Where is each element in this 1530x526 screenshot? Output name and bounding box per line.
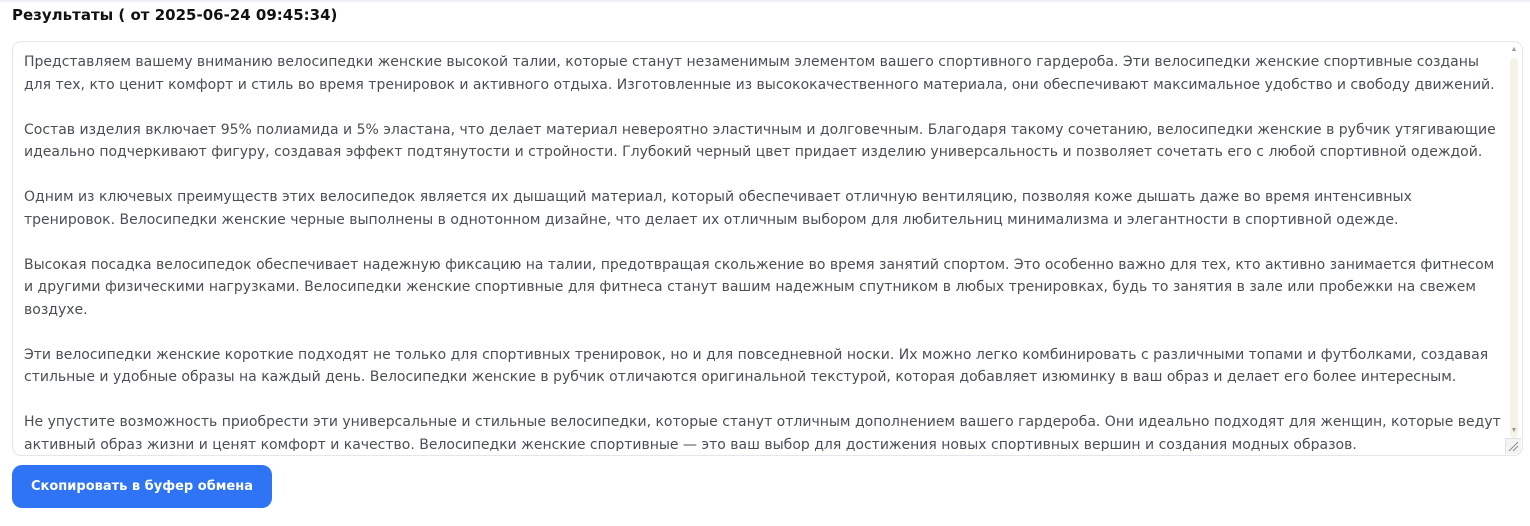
- results-paragraph: Эти велосипедки женские короткие подходят не только для спортивных тренировок, но и для повседневной носки. Их можно легко комбинировать с различными топами и футболками, создавая стильные и удобные образы на каждый день. Велосипедки женские в рубчик отличаются оригинальной текстурой, которая добавляет изюминку в ваш образ и делает его более интересным.: [24, 346, 1489, 385]
- scroll-down-arrow-icon[interactable]: ▼: [1510, 427, 1518, 434]
- copy-to-clipboard-button[interactable]: Скопировать в буфер обмена: [12, 465, 272, 508]
- results-text[interactable]: [24, 51, 1504, 451]
- scroll-up-arrow-icon[interactable]: ▲: [1510, 46, 1518, 53]
- resize-grip-icon[interactable]: [1505, 438, 1521, 454]
- results-paragraph: Одним из ключевых преимуществ этих велосипедок является их дышащий материал, который обеспечивает отличную вентиляцию, позволяя коже дышать даже во время интенсивных тренировок. Велосипедки женские черные выполнены в однотонном дизайне, что делает их отличным выбором для любительниц минимализма и элегантности в спортивной одежде.: [24, 189, 1412, 228]
- results-title: Результаты ( от 2025-06-24 09:45:34): [12, 6, 338, 24]
- results-paragraph: Высокая посадка велосипедок обеспечивает надежную фиксацию на талии, предотвращая скольжение во время занятий спортом. Это особенно важно для тех, кто активно занимается фитнесом и другими физическими нагрузками. Велосипедки женские спортивные для фитнеса станут вашим надежным спутником в любых тренировках, будь то занятия в зале или пробежки на свежем воздухе.: [24, 256, 1495, 318]
- results-paragraph: Не упустите возможность приобрести эти универсальные и стильные велосипедки, которые станут отличным дополнением вашего гардероба. Они идеально подходят для женщин, которые ведут активный образ жизни и ценят комфорт и качество. Велосипедки женские спортивные — это ваш выбор для достижения новых спортивных вершин и создания модных образов.: [24, 414, 1501, 451]
- top-divider: [0, 0, 1530, 2]
- results-paragraph: Представляем вашему вниманию велосипедки женские высокой талии, которые станут незаменимым элементом вашего спортивного гардероба. Эти велосипедки женские спортивные созданы для тех, кто ценит комфорт и стиль во время тренировок и активного отдыха. Изготовленные из высококачественного материала, они обеспечивают максимальное удобство и свободу движений.: [24, 54, 1495, 93]
- results-textarea[interactable]: [12, 41, 1523, 456]
- results-paragraph: Состав изделия включает 95% полиамида и 5% эластана, что делает материал невероятно эластичным и долговечным. Благодаря такому сочетанию, велосипедки женские в рубчик утягивающие идеально подчеркивают фигуру, создавая эффект подтянутости и стройности. Глубокий черный цвет придает изделию универсальность и позволяет сочетать его с любой спортивной одеждой.: [24, 121, 1496, 160]
- vertical-scrollbar[interactable]: [1510, 58, 1518, 438]
